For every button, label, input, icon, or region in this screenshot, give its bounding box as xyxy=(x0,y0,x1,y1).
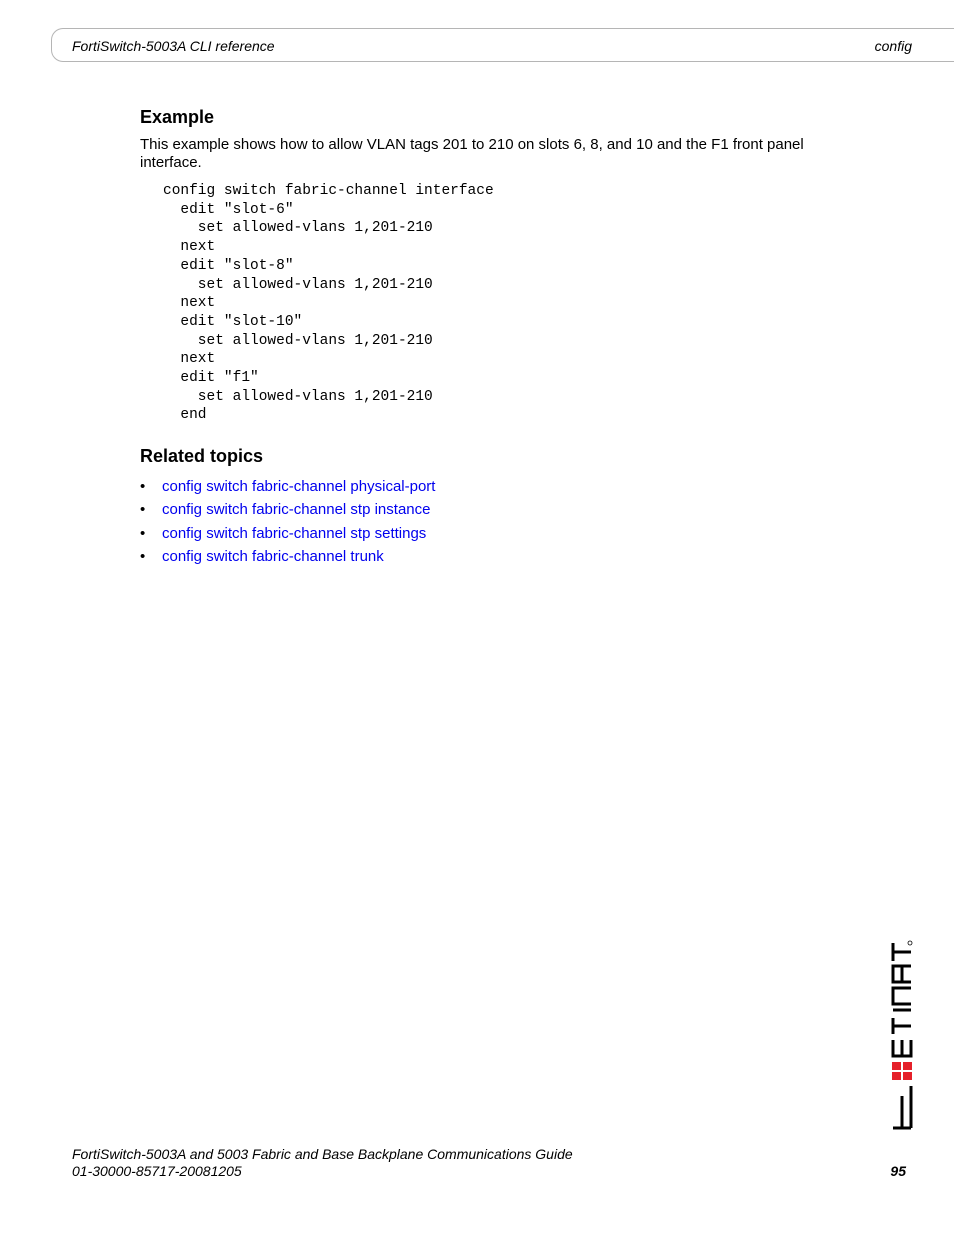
footer-guide-info xyxy=(72,1146,573,1180)
fortinet-logo-mark xyxy=(892,941,912,1128)
link-physical-port[interactable]: config switch fabric-channel physical-port xyxy=(162,478,436,496)
page-header xyxy=(51,28,954,62)
bullet-icon: • xyxy=(140,478,146,496)
bullet-icon: • xyxy=(140,501,146,519)
related-topics-list xyxy=(140,475,840,568)
example-code-block: config switch fabric-channel interface edit "slot-6" set allowed-vlans 1,201-210 next edit "slot-8" set allowed-vlans 1,201-210 next edit "slot-10" set allowed-vlans 1,201-210 next edit "f1" set allowed-vlans 1,201-210 end xyxy=(163,183,494,424)
link-stp-settings[interactable]: config switch fabric-channel stp settings xyxy=(162,524,427,542)
footer-guide-title: FortiSwitch-5003A and 5003 Fabric and Base Backplane Communications Guide xyxy=(72,1146,573,1162)
logo-accent xyxy=(892,1062,912,1080)
header-section: config xyxy=(874,38,912,54)
related-topics-heading: Related topics xyxy=(140,446,264,467)
bullet-icon: • xyxy=(140,524,146,542)
header-doc-title: FortiSwitch-5003A CLI reference xyxy=(72,38,275,54)
example-intro: This example shows how to allow VLAN tags 201 to 210 on slots 6, 8, and 10 and the F1 front panel interface. xyxy=(140,136,804,171)
link-stp-instance[interactable]: config switch fabric-channel stp instance xyxy=(162,501,431,519)
list-item xyxy=(140,475,840,498)
bullet-icon: • xyxy=(140,548,146,566)
list-item xyxy=(140,545,840,568)
list-item xyxy=(140,522,840,545)
page-number: 95 xyxy=(890,1163,906,1179)
list-item xyxy=(140,498,840,521)
fortinet-logo xyxy=(890,940,914,1130)
link-trunk[interactable]: config switch fabric-channel trunk xyxy=(162,548,384,566)
example-heading: Example xyxy=(140,107,215,127)
footer-doc-number: 01-30000-85717-20081205 xyxy=(72,1163,242,1179)
main-content xyxy=(140,106,840,568)
